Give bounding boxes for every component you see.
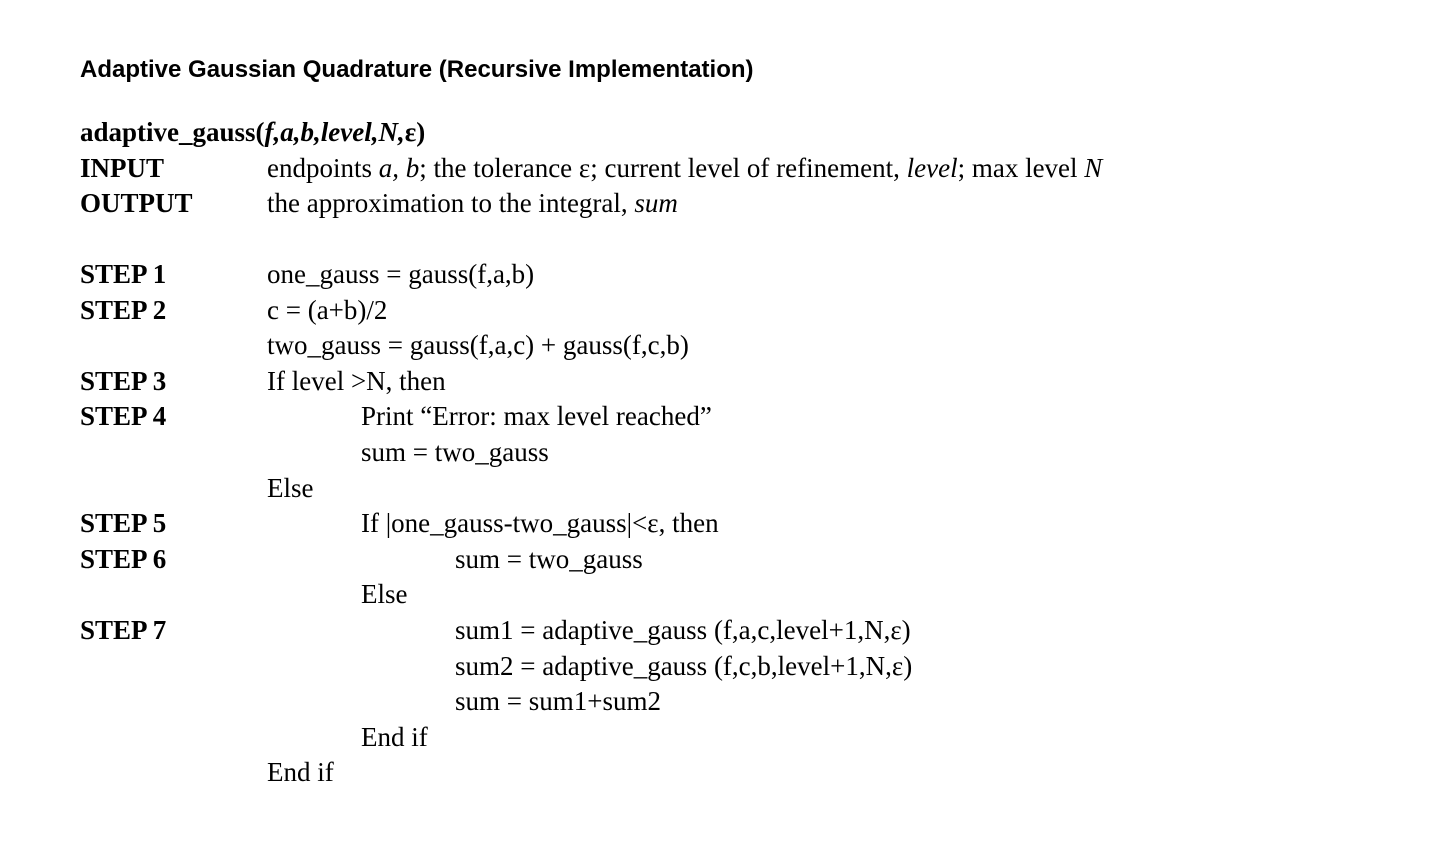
- step-text: sum = two_gauss: [361, 437, 549, 467]
- step-line: [0, 542, 1443, 576]
- input-label: INPUT: [80, 153, 165, 183]
- input-level: level: [906, 153, 958, 183]
- input-description: [267, 151, 1102, 185]
- step-line: [0, 613, 1443, 647]
- input-text-3: ; max level: [957, 153, 1085, 183]
- signature-name: adaptive_gauss(: [80, 117, 265, 147]
- input-endpoints: a, b: [378, 153, 420, 183]
- document-title: Adaptive Gaussian Quadrature (Recursive Implementation): [80, 56, 754, 83]
- input-max-level: N: [1084, 153, 1103, 183]
- output-label: OUTPUT: [80, 188, 193, 218]
- input-text-1: endpoints: [267, 153, 379, 183]
- step-text: sum = sum1+sum2: [455, 686, 661, 717]
- step-text: End if: [361, 721, 428, 752]
- signature-close: ): [416, 117, 426, 147]
- step-label: STEP 7: [80, 615, 167, 645]
- step-label: STEP 3: [80, 365, 167, 396]
- step-line: [0, 649, 1443, 683]
- step-label: STEP 6: [80, 543, 167, 574]
- step-text: sum1 = adaptive_gauss (f,a,c,level+1,N,ε): [455, 615, 911, 645]
- output-description: [267, 186, 678, 220]
- step-line: [0, 435, 1443, 469]
- step-line: [0, 684, 1443, 718]
- step-label: STEP 2: [80, 294, 167, 325]
- step-text: one_gauss = gauss(f,a,b): [267, 259, 535, 289]
- input-row: [0, 151, 1443, 185]
- signature-params: f,a,b,level,N,: [264, 117, 405, 147]
- input-text-2: ; the tolerance ε; current level of refinement,: [419, 153, 907, 183]
- step-line: [0, 720, 1443, 754]
- step-line: [0, 399, 1443, 433]
- output-row: [0, 186, 1443, 220]
- step-label: STEP 5: [80, 508, 167, 539]
- step-label: STEP 4: [80, 401, 167, 432]
- step-line: [0, 364, 1443, 398]
- step-text: If |one_gauss-two_gauss|<ε, then: [361, 508, 719, 539]
- step-line: [0, 506, 1443, 540]
- step-text: End if: [267, 757, 334, 788]
- step-text: sum2 = adaptive_gauss (f,c,b,level+1,N,ε): [455, 650, 913, 681]
- step-line: [0, 293, 1443, 327]
- step-line: [0, 577, 1443, 611]
- step-text: Else: [361, 579, 408, 610]
- step-text: c = (a+b)/2: [267, 294, 388, 325]
- step-text: two_gauss = gauss(f,a,c) + gauss(f,c,b): [267, 330, 689, 361]
- step-line: [0, 257, 1443, 291]
- step-line: [0, 328, 1443, 362]
- output-sum: sum: [634, 188, 678, 218]
- step-text: Print “Error: max level reached”: [361, 401, 712, 432]
- output-text-1: the approximation to the integral,: [267, 188, 635, 218]
- step-line: [0, 471, 1443, 505]
- step-line: [0, 755, 1443, 789]
- function-signature: [0, 115, 1443, 149]
- step-text: sum = two_gauss: [455, 543, 643, 574]
- step-text: Else: [267, 472, 314, 503]
- step-label: STEP 1: [80, 259, 167, 289]
- step-text: If level >N, then: [267, 365, 446, 396]
- signature-epsilon: ε: [404, 117, 417, 147]
